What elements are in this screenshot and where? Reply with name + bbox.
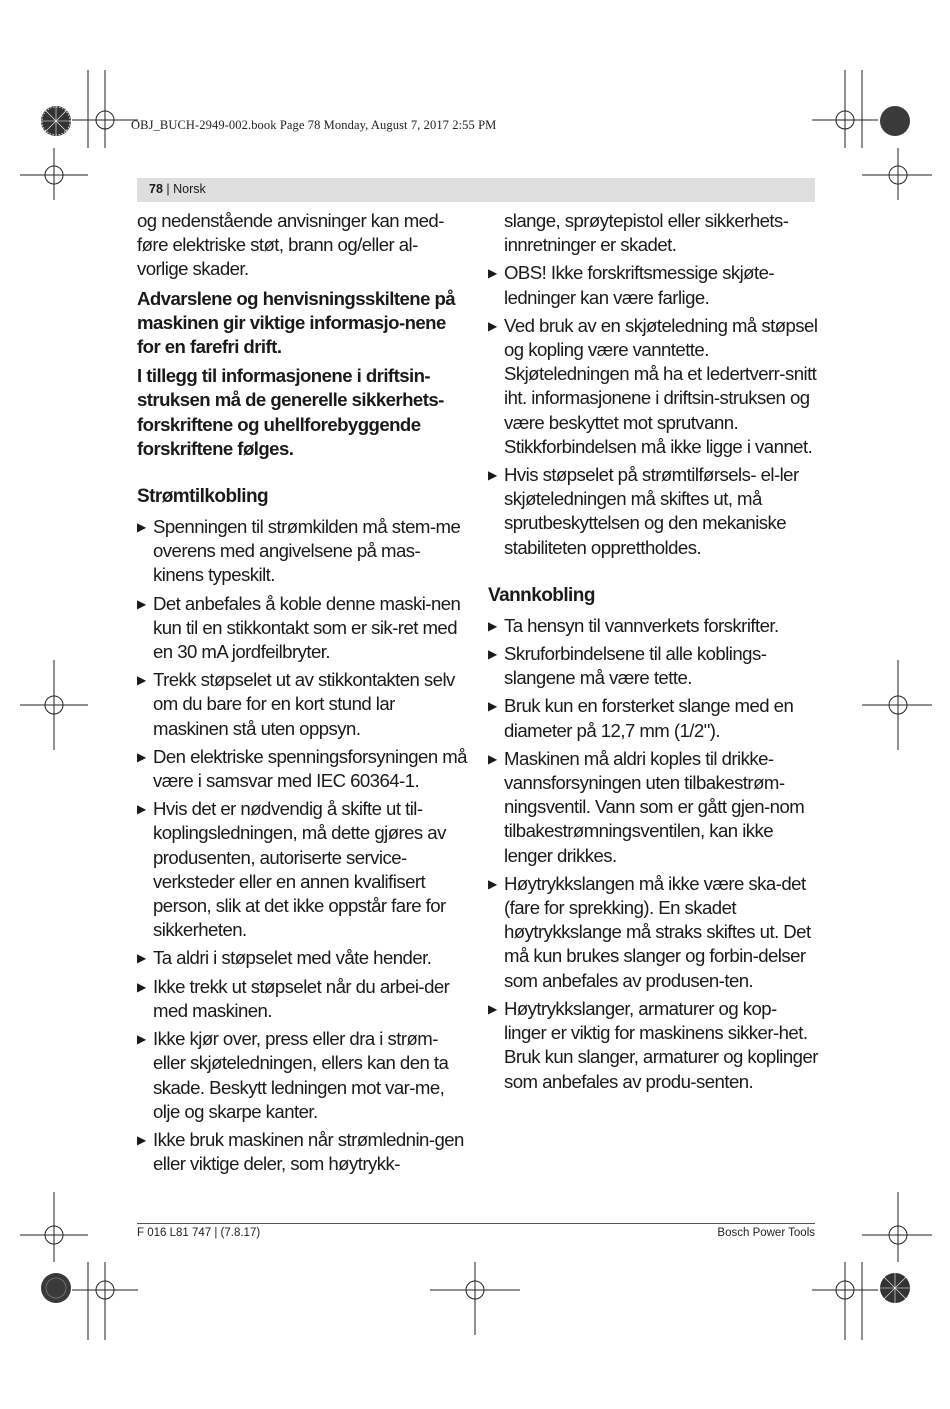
print-slug-line: OBJ_BUCH-2949-002.book Page 78 Monday, August 7, 2017 2:55 PM [131,118,497,132]
crosshair-icon [430,1262,520,1335]
footer-doc-code: F 016 L81 747 | (7.8.17) [137,1227,261,1239]
registration-target-icon [880,106,910,136]
header-language: Norsk [173,182,206,196]
header-separator: | [162,182,174,196]
page-header [149,182,206,196]
crosshair-icon [862,148,932,200]
list-item: ▶ Skruforbindelsene til alle koblings-slangene må være tette. [488,643,767,689]
bullet-triangle-icon: ▶ [137,951,146,966]
list-item: ▶ Ta aldri i støpselet med våte hender. [137,946,467,970]
list-item: ▶ Den elektriske spenningsforsyningen må være i samsvar med IEC 60364-1. [137,745,467,792]
crosshair-icon [72,1262,138,1340]
right-column [488,209,818,1098]
bullet-triangle-icon: ▶ [137,596,146,611]
bullet-triangle-icon: ▶ [488,699,497,714]
bullet-triangle-icon: ▶ [488,647,497,662]
bullet-triangle-icon: ▶ [137,749,146,764]
crosshair-icon [812,1262,878,1340]
left-column [137,209,467,1180]
crosshair-icon [862,660,932,750]
bullet-triangle-icon: ▶ [488,1001,497,1016]
bullet-triangle-icon: ▶ [137,1132,146,1147]
page-header-bar [137,178,815,202]
bullet-triangle-icon: ▶ [488,318,497,333]
bold-paragraph-1: Advarslene og henvisningsskiltene på maskinen gir viktige informasjo-nene for en farefri drift. [137,287,456,358]
list-item: ▶ Høytrykkslanger, armaturer og kop-linger er viktig for maskinens sikker-het. Bruk kun slanger, armaturer og koplinger som anbefales av produ-senten. [488,997,818,1092]
list-item: ▶ Maskinen må aldri koples til drikke-vannsforsyningen uten tilbakestrøm-ningsventil. Vann som er gått gjen-nom tilbakestrømningsventilen, kan ikke lenger drikkes. [488,747,805,866]
section-heading-power: Strømtilkobling [137,486,269,508]
list-item: ▶ Ikke bruk maskinen når strømlednin-gen eller viktige deler, som høytrykk- [137,1128,464,1175]
registration-target-icon [41,106,71,136]
list-item: ▶ Trekk støpselet ut av stikkontakten selv om du bare for en kort stund lar maskinen stå uten oppsyn. [137,669,455,739]
registration-target-icon [880,1273,910,1303]
bullet-triangle-icon: ▶ [488,266,497,281]
crosshair-icon [862,1192,932,1262]
bullet-triangle-icon: ▶ [488,876,497,891]
list-item: ▶ Spenningen til strømkilden må stem-me overens med angivelsene på mas-kinens typeskilt. [137,516,461,586]
crosshair-icon [72,70,138,148]
list-item: ▶ Ta hensyn til vannverkets forskrifter. [488,614,818,638]
crosshair-icon [20,660,88,750]
list-item: ▶ Hvis støpselet på strømtilførsels- el-ler skjøteledningen må skiftes ut, må sprutbeskyttelsen og den mekaniske stabiliteten opprettholdes. [488,464,799,558]
list-item-continuation: slange, sprøytepistol eller sikkerhets-innretninger er skadet. [504,210,789,256]
bullet-triangle-icon: ▶ [137,673,146,688]
bullet-triangle-icon: ▶ [137,979,146,994]
list-item: ▶ Ved bruk av en skjøteledning må støpsel og kopling være vanntette. Skjøteledningen må ha et ledertverr-snitt iht. informasjonene i driftsin-struksen og være beskyttet mot sprutvann. Stikkforbindelsen må ikke ligge i vannet. [488,314,818,457]
list-item: ▶ Det anbefales å koble denne maski-nen kun til en stikkontakt som er sik-ret med en 30 mA jordfeilbryter. [137,592,461,663]
bullet-triangle-icon: ▶ [137,1032,146,1047]
section-heading-water: Vannkobling [488,584,595,606]
page-number: 78 [149,182,163,196]
bullet-triangle-icon: ▶ [137,802,146,817]
bullet-triangle-icon: ▶ [488,468,497,483]
bullet-triangle-icon: ▶ [488,751,497,766]
list-item: ▶ Høytrykkslangen må ikke være ska-det (fare for sprekking). En skadet høytrykkslange må straks skiftes ut. Det må kun brukes slanger og forbin-delser som anbefales av produsen-ten. [488,872,811,991]
list-item: ▶ Hvis det er nødvendig å skifte ut til-koplingsledningen, må dette gjøres av produsenten, autoriserte service-verksteder eller en annen kvalifisert person, slik at det ikke oppstår fare for sikkerheten. [137,798,446,941]
list-item: ▶ Ikke trekk ut støpselet når du arbei-der med maskinen. [137,975,450,1021]
intro-paragraph: og nedenstående anvisninger kan med-føre elektriske støt, brann og/eller al-vorlige skader. [137,210,444,280]
registration-target-icon [41,1273,71,1303]
bold-paragraph-2: I tillegg til informasjonene i driftsin-struksen må de generelle sikkerhets-forskriftene og uhellforebyggende forskriftene følges. [137,365,444,459]
list-item: ▶ Bruk kun en forsterket slange med en diameter på 12,7 mm (1/2"). [488,695,794,741]
crosshair-icon [20,1192,88,1262]
bullet-triangle-icon: ▶ [488,618,497,633]
footer-divider [137,1223,815,1224]
list-item: ▶ OBS! Ikke forskriftsmessige skjøte-ledninger kan være farlige. [488,262,775,308]
crosshair-icon [20,148,88,200]
bullet-triangle-icon: ▶ [137,520,146,535]
list-item: ▶ Ikke kjør over, press eller dra i strøm-eller skjøteledningen, ellers kan den ta skade. Beskytt ledningen mot var-me, olje og skarpe kanter. [137,1028,449,1122]
crosshair-icon [812,70,878,148]
footer-brand: Bosch Power Tools [717,1227,815,1239]
